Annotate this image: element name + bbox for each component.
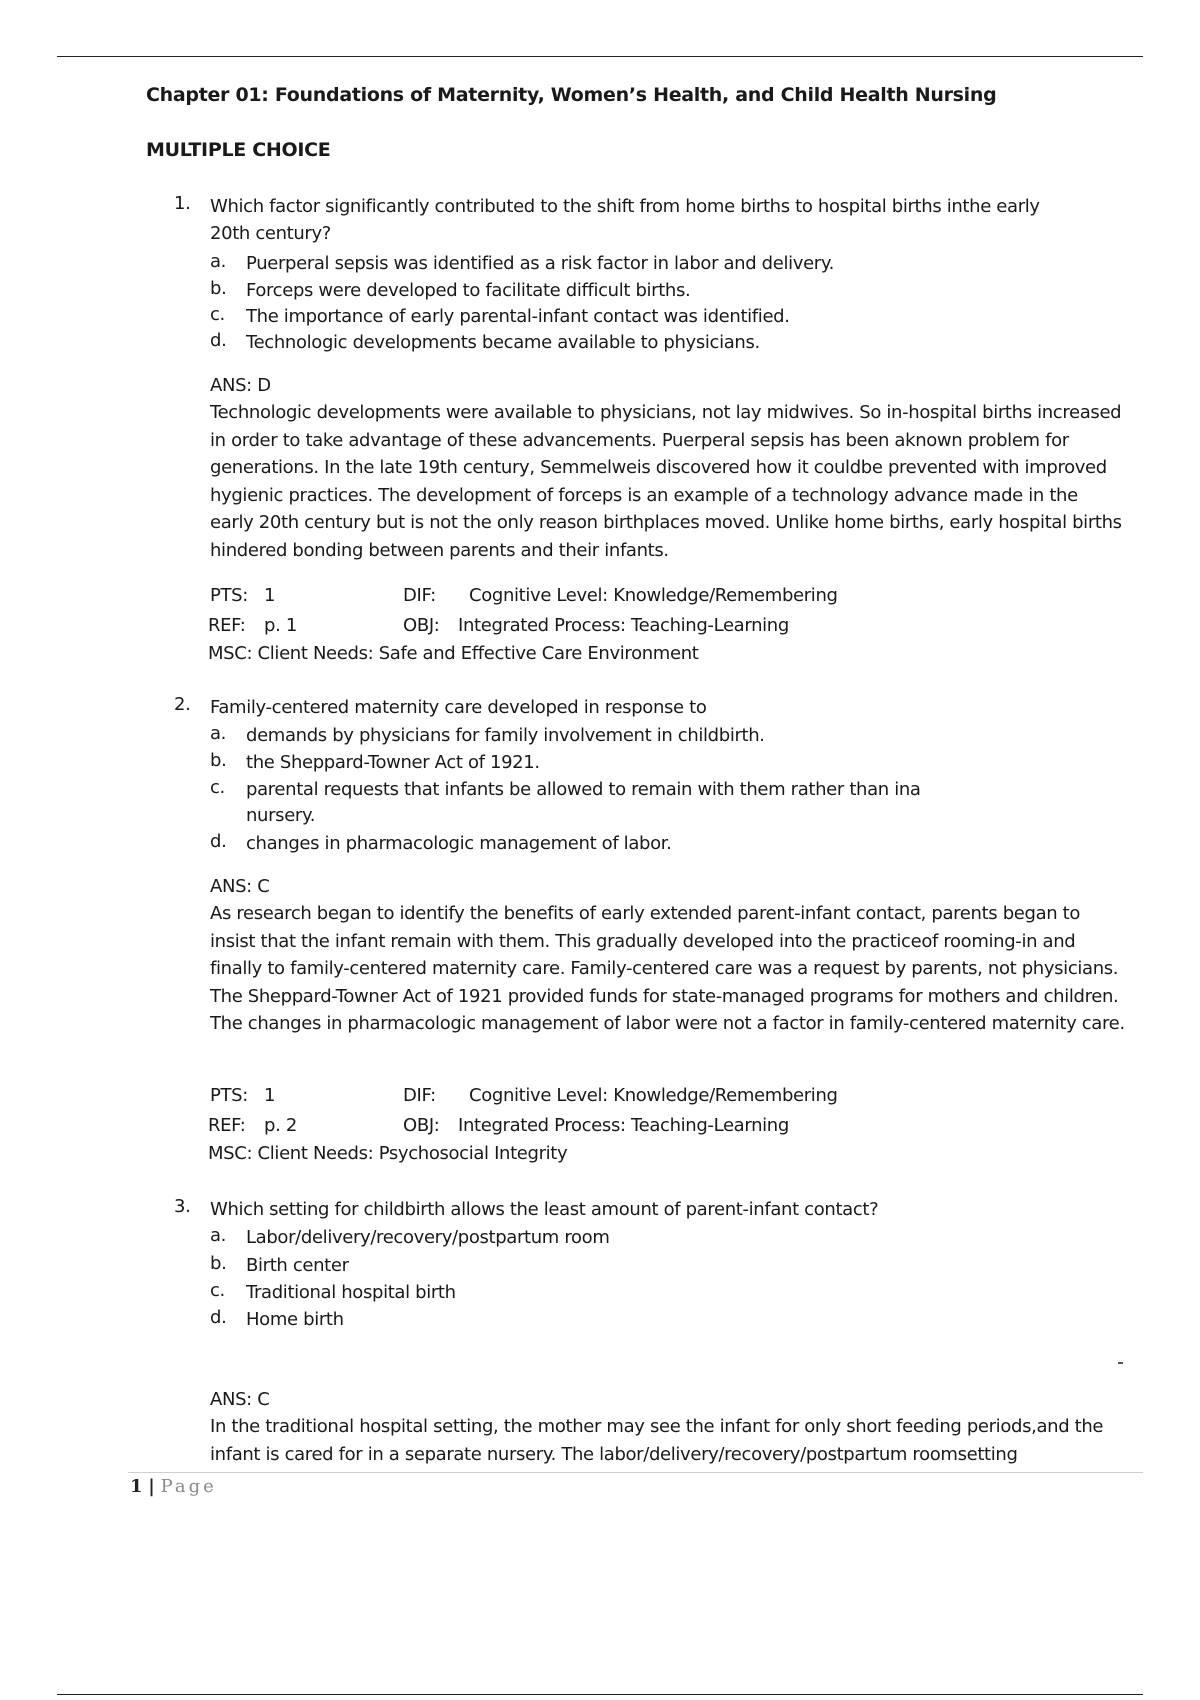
obj-label: OBJ: xyxy=(403,615,440,636)
pts-value: 1 xyxy=(264,1085,276,1106)
option-letter: d. xyxy=(210,831,227,852)
answer-key: ANS: D xyxy=(210,375,271,396)
section-heading: MULTIPLE CHOICE xyxy=(146,139,331,161)
pts-value: 1 xyxy=(264,585,276,606)
rationale: As research began to identify the benefits of early extended parent-infant contact, parents began to insist that the infant remain with them. This gradually developed into the practiceof rooming-in and finally to family-centered maternity care. Family-centered care was a request by parents, not physicians. The Sheppard-Towner Act of 1921 provided funds for state-managed programs for mothers and children. The changes in pharmacologic management of labor were not a factor in family-centered maternity care. xyxy=(210,903,1125,1034)
option-text: Technologic developments became available to physicians. xyxy=(246,332,760,353)
msc-line: MSC: Client Needs: Safe and Effective Care Environment xyxy=(208,643,699,664)
option-text: the Sheppard-Towner Act of 1921. xyxy=(246,752,540,773)
option-letter: c. xyxy=(210,1280,225,1301)
dif-label: DIF: xyxy=(403,1085,436,1106)
obj-label: OBJ: xyxy=(403,1115,440,1136)
page-label: Page xyxy=(160,1476,217,1497)
dif-label: DIF: xyxy=(403,585,436,606)
answer-key: ANS: C xyxy=(210,876,270,897)
option-letter: b. xyxy=(210,1253,227,1274)
msc-line: MSC: Client Needs: Psychosocial Integrity xyxy=(208,1143,568,1164)
footer-rule xyxy=(128,1472,1143,1473)
ref-value: p. 2 xyxy=(264,1115,297,1136)
question-stem: Which setting for childbirth allows the least amount of parent-infant contact? xyxy=(210,1199,879,1220)
option-text: The importance of early parental-infant contact was identified. xyxy=(246,306,790,327)
option-text: Forceps were developed to facilitate difficult births. xyxy=(246,280,691,301)
ref-value: p. 1 xyxy=(264,615,297,636)
question-stem: Family-centered maternity care developed in response to xyxy=(210,697,707,718)
rationale: In the traditional hospital setting, the mother may see the infant for only short feeding periods,and the infant is cared for in a separate nursery. The labor/delivery/recovery/postpartum roomsetting xyxy=(210,1416,1104,1465)
option-text: Puerperal sepsis was identified as a risk factor in labor and delivery. xyxy=(246,253,834,274)
dif-value: Cognitive Level: Knowledge/Remembering xyxy=(469,585,838,606)
answer-key: ANS: C xyxy=(210,1389,270,1410)
chapter-title: Chapter 01: Foundations of Maternity, Women’s Health, and Child Health Nursing xyxy=(146,84,997,106)
option-text: Home birth xyxy=(246,1309,344,1330)
pts-label: PTS: xyxy=(210,1085,248,1106)
option-text: parental requests that infants be allowed to remain with them rather than ina nursery. xyxy=(246,779,921,826)
page-separator: | xyxy=(148,1476,155,1497)
pts-label: PTS: xyxy=(210,585,248,606)
option-letter: a. xyxy=(210,251,227,272)
question-number: 3. xyxy=(174,1196,191,1217)
ref-label: REF: xyxy=(208,1115,246,1136)
obj-value: Integrated Process: Teaching-Learning xyxy=(458,615,789,636)
stray-mark xyxy=(1118,1362,1123,1364)
rationale: Technologic developments were available to physicians, not lay midwives. So in-hospital births increased in order to take advantage of these advancements. Puerperal sepsis has been aknown problem for generations. In the late 19th century, Semmelweis discovered how it couldbe prevented with improved hygienic practices. The development of forceps is an example of a technology advance made in the early 20th century but is not the only reason birthplaces moved. Unlike home births, early hospital births hindered bonding between parents and their infants. xyxy=(210,402,1122,561)
question-stem: Which factor significantly contributed to the shift from home births to hospital births inthe early 20th century? xyxy=(210,196,1040,244)
top-rule xyxy=(57,56,1143,57)
option-letter: b. xyxy=(210,278,227,299)
option-letter: c. xyxy=(210,304,225,325)
option-letter: b. xyxy=(210,750,227,771)
option-text: Birth center xyxy=(246,1255,349,1276)
page-footer xyxy=(130,1476,217,1497)
question-number: 1. xyxy=(174,193,191,214)
option-text: demands by physicians for family involvement in childbirth. xyxy=(246,725,765,746)
dif-value: Cognitive Level: Knowledge/Remembering xyxy=(469,1085,838,1106)
option-letter: a. xyxy=(210,723,227,744)
question-number: 2. xyxy=(174,694,191,715)
option-letter: c. xyxy=(210,777,225,798)
option-letter: d. xyxy=(210,330,227,351)
bottom-rule xyxy=(57,1694,1143,1695)
ref-label: REF: xyxy=(208,615,246,636)
option-text: Traditional hospital birth xyxy=(246,1282,456,1303)
obj-value: Integrated Process: Teaching-Learning xyxy=(458,1115,789,1136)
page-number: 1 xyxy=(130,1476,143,1497)
option-text: Labor/delivery/recovery/postpartum room xyxy=(246,1227,610,1248)
option-letter: a. xyxy=(210,1225,227,1246)
option-text: changes in pharmacologic management of labor. xyxy=(246,833,672,854)
option-letter: d. xyxy=(210,1307,227,1328)
